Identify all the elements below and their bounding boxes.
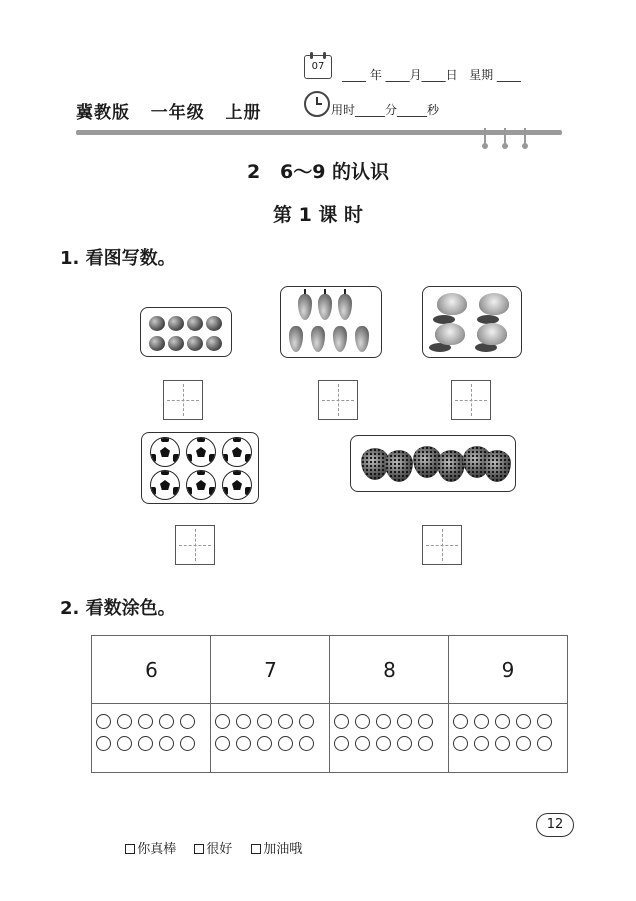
pear-picture	[280, 286, 382, 358]
column-number: 7	[264, 658, 277, 682]
eval-label: 加油哦	[263, 842, 303, 857]
peach-picture	[422, 286, 522, 358]
color-circle[interactable]	[299, 736, 314, 751]
strawberry-icon	[437, 450, 465, 482]
binder-peg-dot	[522, 143, 528, 149]
color-circle[interactable]	[355, 714, 370, 729]
answer-box-apples[interactable]	[163, 380, 203, 420]
color-table	[91, 635, 568, 773]
strawberry-picture	[350, 435, 516, 492]
question-1-title: 1. 看图写数。	[60, 248, 176, 269]
binder-peg	[484, 128, 486, 144]
color-circle[interactable]	[96, 714, 111, 729]
apple-icon	[168, 336, 184, 351]
calendar-icon	[304, 55, 332, 79]
eval-label: 你真棒	[137, 842, 177, 857]
color-circle[interactable]	[236, 736, 251, 751]
apple-icon	[187, 316, 203, 331]
apple-icon	[206, 316, 222, 331]
color-circle[interactable]	[159, 714, 174, 729]
time-line: 用时_____分_____秒	[331, 103, 440, 117]
book-title: 冀教版 一年级 上册	[76, 103, 262, 123]
color-circle[interactable]	[278, 714, 293, 729]
color-circle[interactable]	[117, 714, 132, 729]
soccer-ball-icon	[150, 470, 180, 500]
header-rule	[76, 130, 562, 135]
apple-icon	[149, 336, 165, 351]
color-circle[interactable]	[474, 736, 489, 751]
color-circle[interactable]	[355, 736, 370, 751]
apple-icon	[206, 336, 222, 351]
self-eval-option[interactable]	[186, 823, 232, 857]
color-circle[interactable]	[495, 714, 510, 729]
table-column	[330, 636, 449, 772]
peach-icon	[435, 323, 465, 345]
color-circle[interactable]	[376, 736, 391, 751]
color-circle[interactable]	[138, 714, 153, 729]
answer-box-strawberries[interactable]	[422, 525, 462, 565]
soccer-ball-icon	[186, 437, 216, 467]
binder-peg	[504, 128, 506, 144]
table-column	[449, 636, 567, 772]
color-circle[interactable]	[453, 714, 468, 729]
column-number: 9	[501, 658, 515, 682]
strawberry-icon	[483, 450, 511, 482]
apple-icon	[187, 336, 203, 351]
pear-icon	[355, 326, 369, 352]
color-circle[interactable]	[334, 736, 349, 751]
self-eval-option[interactable]	[117, 823, 176, 857]
eval-label: 很好	[206, 842, 233, 857]
color-circle[interactable]	[474, 714, 489, 729]
column-number: 8	[383, 658, 396, 682]
pear-icon	[311, 326, 325, 352]
soccer-ball-picture	[141, 432, 259, 504]
color-circle[interactable]	[495, 736, 510, 751]
answer-box-pears[interactable]	[318, 380, 358, 420]
color-circle[interactable]	[215, 736, 230, 751]
checkbox[interactable]	[251, 844, 261, 854]
page-number: 12	[536, 813, 574, 837]
pear-icon	[289, 326, 303, 352]
soccer-ball-icon	[222, 470, 252, 500]
binder-peg	[524, 128, 526, 144]
peach-icon	[477, 323, 507, 345]
soccer-ball-icon	[222, 437, 252, 467]
pear-icon	[298, 294, 312, 320]
question-2-title: 2. 看数涂色。	[60, 598, 176, 619]
answer-box-soccer-balls[interactable]	[175, 525, 215, 565]
table-column	[92, 636, 211, 772]
apple-icon	[149, 316, 165, 331]
color-circle[interactable]	[117, 736, 132, 751]
binder-peg-dot	[482, 143, 488, 149]
color-circle[interactable]	[215, 714, 230, 729]
color-circle[interactable]	[537, 736, 552, 751]
pear-icon	[338, 294, 352, 320]
clock-icon	[304, 91, 330, 117]
color-circle[interactable]	[96, 736, 111, 751]
answer-box-peaches[interactable]	[451, 380, 491, 420]
soccer-ball-icon	[186, 470, 216, 500]
table-column	[211, 636, 330, 772]
column-number: 6	[145, 658, 158, 682]
peach-icon	[437, 293, 467, 315]
date-line: ____ 年 ____月____日 星期 ____	[342, 68, 521, 82]
color-circle[interactable]	[453, 736, 468, 751]
color-circle[interactable]	[180, 736, 195, 751]
color-circle[interactable]	[397, 714, 412, 729]
color-circle[interactable]	[516, 736, 531, 751]
color-circle[interactable]	[159, 736, 174, 751]
calendar-date-text: 07	[311, 61, 325, 72]
checkbox[interactable]	[194, 844, 204, 854]
strawberry-icon	[385, 450, 413, 482]
color-circle[interactable]	[397, 736, 412, 751]
color-circle[interactable]	[376, 714, 391, 729]
color-circle[interactable]	[236, 714, 251, 729]
color-circle[interactable]	[418, 736, 433, 751]
apple-icon	[168, 316, 184, 331]
period-title: 第 1 课 时	[272, 204, 364, 226]
self-eval-option[interactable]	[243, 823, 302, 857]
pear-icon	[318, 294, 332, 320]
apple-picture	[140, 307, 232, 357]
soccer-ball-icon	[150, 437, 180, 467]
pear-icon	[333, 326, 347, 352]
color-circle[interactable]	[537, 714, 552, 729]
color-circle[interactable]	[334, 714, 349, 729]
color-circle[interactable]	[257, 714, 272, 729]
peach-icon	[479, 293, 509, 315]
color-circle[interactable]	[257, 736, 272, 751]
binder-peg-dot	[502, 143, 508, 149]
color-circle[interactable]	[418, 714, 433, 729]
color-circle[interactable]	[278, 736, 293, 751]
unit-title: 2 6～9 的认识	[246, 161, 390, 183]
color-circle[interactable]	[138, 736, 153, 751]
checkbox[interactable]	[125, 844, 135, 854]
color-circle[interactable]	[180, 714, 195, 729]
color-circle[interactable]	[299, 714, 314, 729]
color-circle[interactable]	[516, 714, 531, 729]
